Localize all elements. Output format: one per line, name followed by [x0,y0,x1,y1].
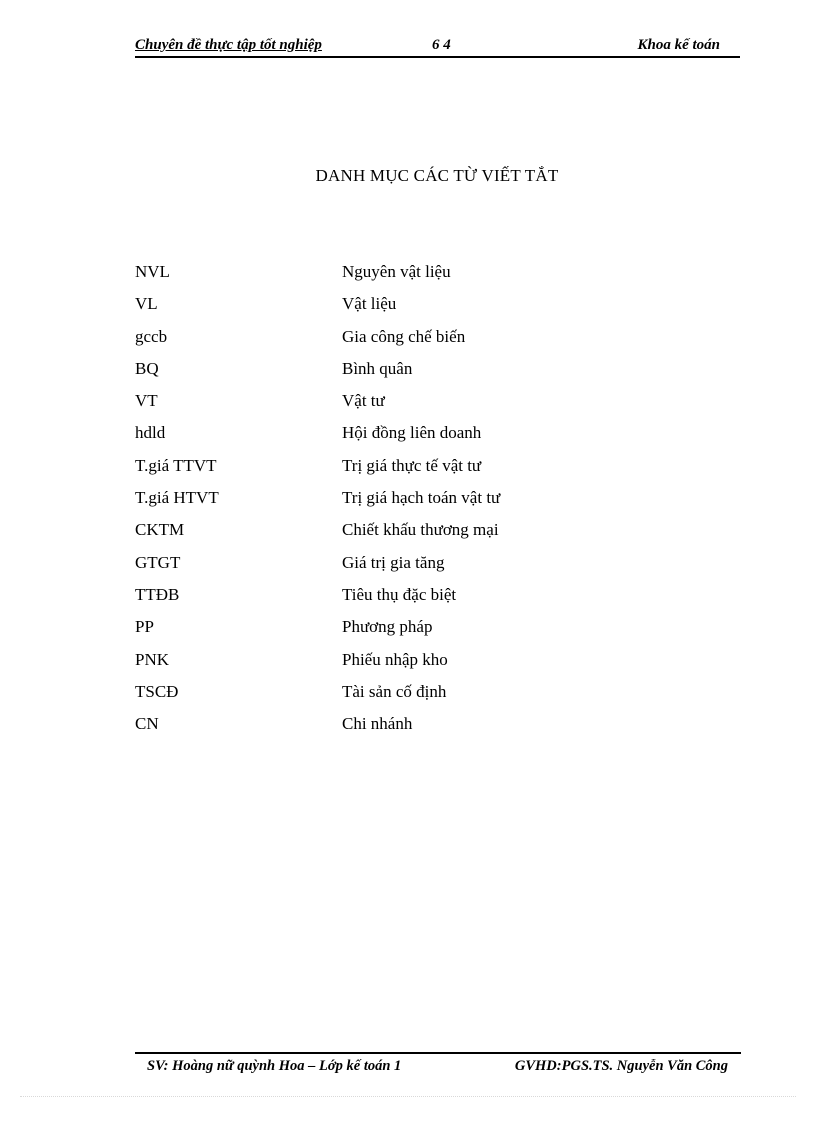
abbreviation-meaning: Giá trị gia tăng [342,552,445,572]
abbreviation-meaning: Vật liệu [342,294,397,314]
abbreviation-code: VT [135,391,158,411]
abbreviation-code: BQ [135,358,159,378]
page-title: DANH MỤC CÁC TỪ VIẾT TẮT [315,166,559,185]
abbreviation-meaning: Vật tư [342,391,385,411]
abbreviation-meaning: Gia công chế biến [342,326,466,346]
list-item [135,650,695,682]
list-item [135,294,695,326]
list-item [135,327,695,359]
abbreviation-code: GTGT [135,552,181,572]
abbreviation-meaning: Bình quân [342,358,413,378]
list-item [135,520,695,552]
abbreviation-code: NVL [135,262,170,281]
list-item [135,456,695,488]
abbreviation-meaning: Chiết khấu thương mại [342,520,499,540]
page-edge-divider [20,1096,796,1097]
abbreviation-meaning: Trị giá hạch toán vật tư [342,488,501,508]
header-department: Khoa kế toán [637,37,720,53]
footer-student: SV: Hoàng nữ quỳnh Hoa – Lớp kế toán 1 [147,1058,402,1074]
list-item [135,391,695,423]
footer-supervisor: GVHD:PGS.TS. Nguyễn Văn Công [514,1058,728,1074]
list-item [135,714,695,746]
abbreviation-code: T.giá TTVT [135,455,217,475]
abbreviation-code: CN [135,714,159,734]
abbreviation-code: PP [135,617,154,637]
abbreviation-meaning: Tài sản cố định [342,681,447,701]
abbreviation-code: PNK [135,649,170,669]
abbreviation-meaning: Phiếu nhập kho [342,649,448,669]
list-item [135,585,695,617]
list-item [135,617,695,649]
abbreviation-code: TTĐB [135,584,180,604]
list-item [135,553,695,585]
list-item [135,262,695,294]
abbreviation-meaning: Nguyên vật liệu [342,262,451,281]
abbreviation-meaning: Hội đồng liên doanh [342,423,482,443]
page-footer [135,1052,741,1078]
abbreviation-code: gccb [135,326,168,346]
header-page-number: 6 4 [432,37,451,53]
list-item [135,359,695,391]
list-item [135,423,695,455]
abbreviation-code: hdld [135,423,166,443]
abbreviation-code: T.giá HTVT [135,488,219,508]
abbreviation-meaning: Phương pháp [342,617,433,637]
page-header [135,36,740,58]
header-thesis-title: Chuyên đề thực tập tốt nghiệp [135,37,322,53]
abbreviation-code: TSCĐ [135,681,179,701]
abbreviation-list [135,262,695,746]
abbreviation-code: CKTM [135,520,185,540]
list-item [135,682,695,714]
abbreviation-meaning: Chi nhánh [342,714,413,734]
abbreviation-meaning: Trị giá thực tế vật tư [342,455,482,475]
list-item [135,488,695,520]
abbreviation-code: VL [135,294,158,314]
abbreviation-meaning: Tiêu thụ đặc biệt [342,584,457,604]
